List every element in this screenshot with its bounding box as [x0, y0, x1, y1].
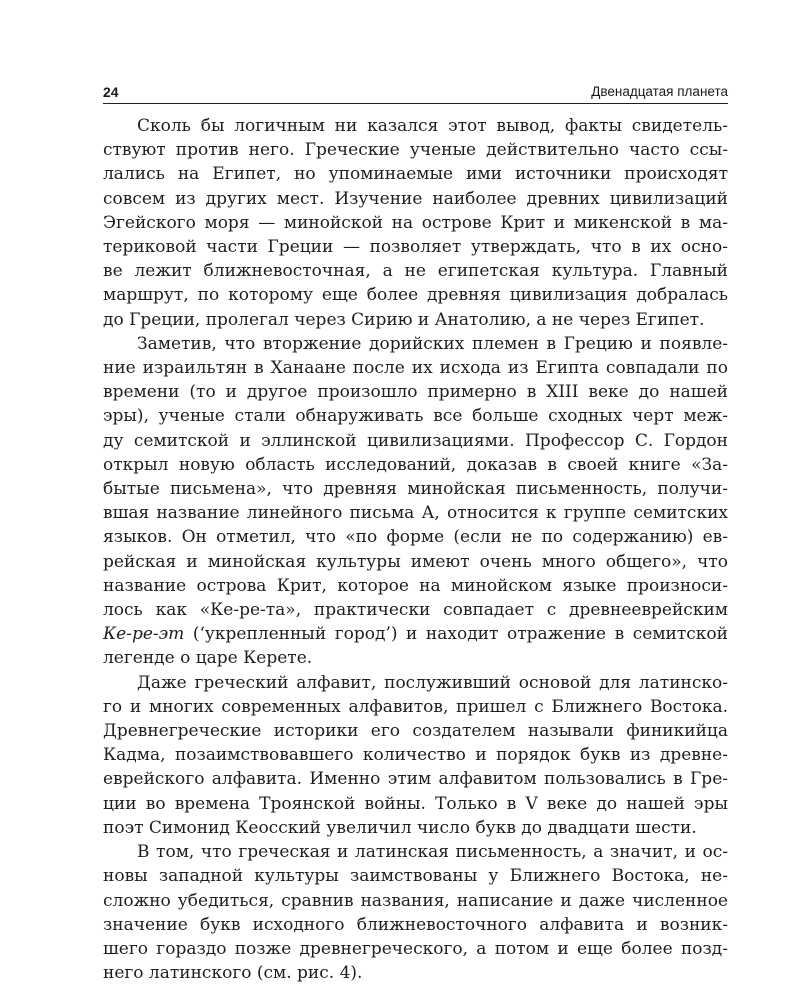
text-line: значение букв исходного ближневосточного алфавита и возник-: [103, 914, 728, 935]
text-line: сложно убедиться, сравнив названия, написание и даже численное: [103, 890, 728, 911]
text-line: ции во времена Троянской войны. Только в V веке до нашей эры: [103, 793, 728, 814]
book-title: Двенадцатая планета: [591, 84, 728, 99]
text-line: [103, 622, 728, 646]
text-line: совсем из других мест. Изучение наиболее древних цивилизаций: [103, 188, 728, 209]
text-line: до Греции, пролегал через Сирию и Анатолию, а не через Египет.: [103, 309, 705, 330]
text-line: Кадма, позаимствовавшего количество и порядок букв из древне-: [103, 745, 728, 766]
text-line: бытые письмена», что древняя минойская письменность, получи-: [103, 479, 728, 500]
running-head: [103, 80, 728, 102]
paragraph-1: [103, 114, 728, 332]
text-line: новы западной культуры заимствованы у Ближнего Востока, не-: [103, 866, 728, 887]
text-line: териковой части Греции — позволяет утверждать, что в их осно-: [103, 237, 728, 258]
text-line: ве лежит ближневосточная, а не египетская культура. Главный: [103, 261, 728, 282]
text-line: легенде о царе Керете.: [103, 648, 313, 669]
paragraph-3: [103, 671, 728, 840]
text-line: лались на Египет, но упоминаемые ими источники происходят: [103, 164, 728, 185]
text-line: ствуют против него. Греческие ученые действительно часто ссы-: [103, 140, 728, 161]
text-run: (‘укрепленный город’) и находит отражение в семитской: [184, 624, 728, 645]
text-line: вшая название линейного письма А, относится к группе семитских: [103, 503, 728, 524]
text-line: времени (то и другое произошло примерно в XIII веке до нашей: [103, 382, 728, 403]
paragraph-4: [103, 840, 728, 985]
page-number: 24: [103, 84, 119, 100]
text-line: Сколь бы логичным ни казался этот вывод, факты свидетель-: [137, 116, 728, 136]
text-line: Эгейского моря — минойской на острове Крит и микенской в ма-: [103, 212, 728, 233]
body-text: [103, 114, 728, 985]
text-line: Даже греческий алфавит, послуживший основой для латинско-: [137, 672, 728, 693]
text-line: открыл новую область исследований, доказав в своей книге «За-: [103, 454, 728, 475]
text-line: эры), ученые стали обнаруживать все больше сходных черт меж-: [103, 406, 728, 427]
italic-term: Ке-ре-эт: [103, 624, 185, 645]
paragraph-2: [103, 332, 728, 671]
text-line: название острова Крит, которое на минойском языке произноси-: [103, 575, 728, 596]
text-line: поэт Симонид Кеосский увеличил число букв до двадцати шести.: [103, 817, 697, 838]
text-line: го и многих современных алфавитов, пришел с Ближнего Востока.: [103, 696, 728, 717]
text-line: ние израильтян в Ханаане после их исхода из Египта совпадали по: [103, 358, 728, 379]
text-line: маршрут, по которому еще более древняя цивилизация добралась: [103, 285, 728, 306]
text-line: Древнегреческие историки его создателем называли финикийца: [103, 721, 728, 742]
text-line: В том, что греческая и латинская письменность, а значит, и ос-: [137, 842, 728, 863]
text-line: рейская и минойская культуры имеют очень много общего», что: [103, 551, 728, 572]
text-line: ду семитской и эллинской цивилизациями. Профессор С. Гордон: [103, 430, 728, 451]
header-rule: [103, 103, 728, 104]
text-line: Заметив, что вторжение дорийских племен в Грецию и появле-: [137, 333, 728, 354]
text-line: еврейского алфавита. Именно этим алфавитом пользовались в Гре-: [103, 769, 728, 790]
text-line: шего гораздо позже древнегреческого, а потом и еще более позд-: [103, 938, 728, 959]
text-line: лось как «Ке-ре-та», практически совпадает с древнееврейским: [103, 600, 728, 621]
text-line: языков. Он отметил, что «по форме (если не по содержанию) ев-: [103, 527, 728, 548]
text-line: него латинского (см. рис. 4).: [103, 963, 363, 984]
